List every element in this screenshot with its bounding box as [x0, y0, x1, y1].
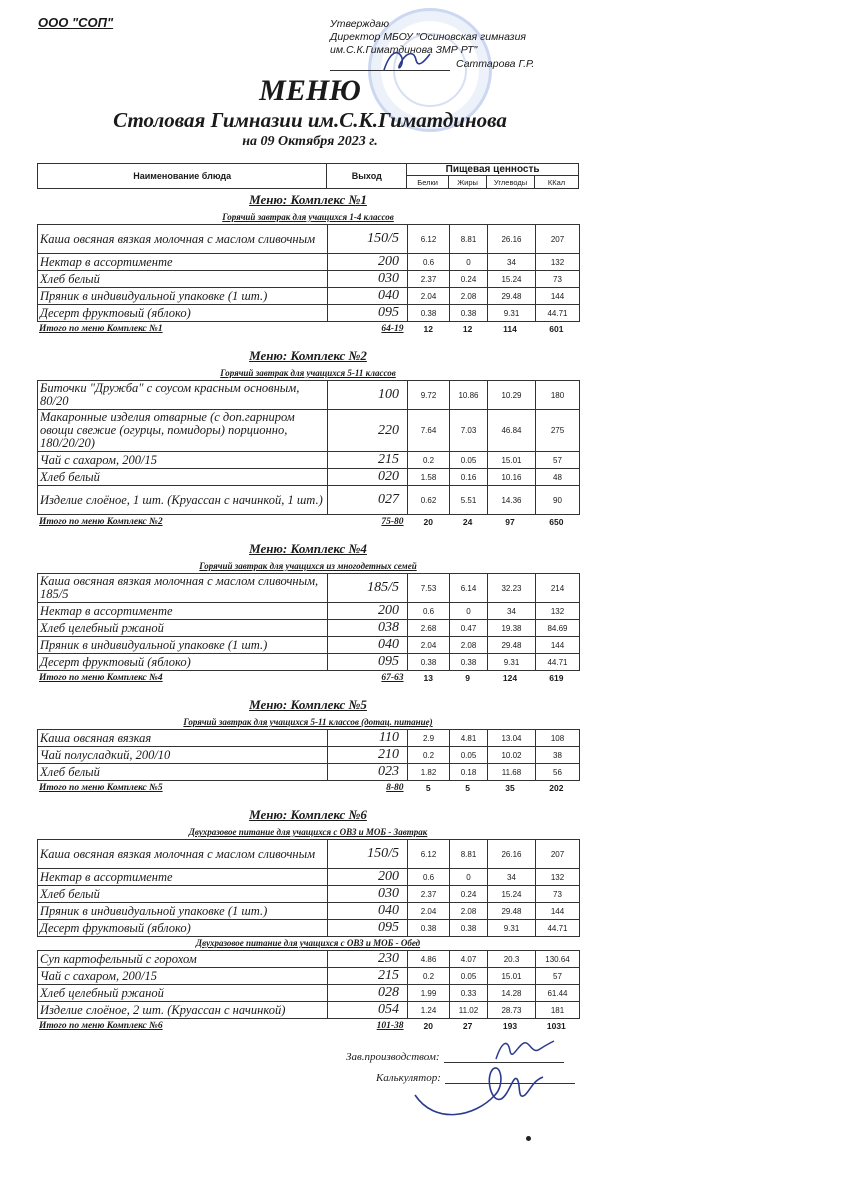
dish-table [37, 224, 580, 322]
dish-proteins: 4.86 [408, 951, 450, 968]
dish-carbs: 15.01 [488, 452, 536, 469]
dish-output: 040 [328, 903, 408, 920]
total-kcal: 202 [549, 782, 564, 793]
dish-output: 220 [328, 410, 408, 452]
dish-fats: 0 [450, 603, 488, 620]
dish-fats: 0.38 [450, 920, 488, 937]
dish-fats: 2.08 [450, 903, 488, 920]
dish-name: Хлеб белый [38, 764, 328, 781]
approval-line-3: им.С.К.Гиматдинова ЗМР РТ" [330, 44, 478, 56]
dish-kcal: 44.71 [536, 305, 580, 322]
dish-output: 110 [328, 730, 408, 747]
dish-row [38, 486, 580, 515]
dish-fats: 0.47 [450, 620, 488, 637]
calculator-signature [405, 1055, 555, 1125]
dish-name: Пряник в индивидуальной упаковке (1 шт.) [38, 903, 328, 920]
dish-output: 038 [328, 620, 408, 637]
dish-carbs: 34 [488, 869, 536, 886]
dish-carbs: 15.01 [488, 968, 536, 985]
header-fats: Жиры [449, 176, 487, 189]
total-output: 64-19 [381, 323, 404, 334]
section-total-row [37, 781, 579, 794]
dish-name: Чай с сахаром, 200/15 [38, 968, 328, 985]
total-label: Итого по меню Комплекс №4 [39, 672, 163, 683]
dish-fats: 8.81 [450, 225, 488, 254]
dish-proteins: 1.82 [408, 764, 450, 781]
menu-section [37, 804, 579, 1032]
dish-carbs: 29.48 [488, 903, 536, 920]
dish-output: 095 [328, 305, 408, 322]
header-carbs: Углеводы [487, 176, 535, 189]
total-fats: 5 [465, 782, 471, 793]
dish-row [38, 764, 580, 781]
subsection-title: Горячий завтрак для учащихся из многодетных семей [199, 561, 417, 571]
subsection-title: Горячий завтрак для учащихся 1-4 классов [222, 212, 394, 222]
total-fats: 12 [462, 323, 473, 334]
dish-name: Изделие слоёное, 1 шт. (Круассан с начинкой, 1 шт.) [38, 486, 328, 515]
dish-kcal: 38 [536, 747, 580, 764]
section-title: Меню: Комплекс №5 [249, 697, 367, 712]
dish-name: Суп картофельный с горохом [38, 951, 328, 968]
total-output: 75-80 [381, 516, 404, 527]
dish-proteins: 2.9 [408, 730, 450, 747]
dish-name: Хлеб белый [38, 469, 328, 486]
dish-kcal: 84.69 [536, 620, 580, 637]
menu-body [37, 188, 579, 1042]
dish-fats: 4.07 [450, 951, 488, 968]
total-fats: 27 [462, 1020, 473, 1031]
total-kcal: 601 [549, 323, 564, 334]
dish-carbs: 9.31 [488, 654, 536, 671]
subsection-title: Горячий завтрак для учащихся 5-11 классов (дотац. питание) [183, 717, 433, 727]
dish-kcal: 61.44 [536, 985, 580, 1002]
dish-name: Каша овсяная вязкая молочная с маслом сливочным [38, 840, 328, 869]
dish-kcal: 132 [536, 254, 580, 271]
dish-name: Хлеб целебный ржаной [38, 985, 328, 1002]
dish-output: 095 [328, 654, 408, 671]
dish-carbs: 13.04 [488, 730, 536, 747]
dish-row [38, 730, 580, 747]
total-proteins: 20 [423, 1020, 433, 1031]
dish-name: Каша овсяная вязкая молочная с маслом сливочным [38, 225, 328, 254]
dish-table [37, 950, 580, 1019]
dish-kcal: 207 [536, 225, 580, 254]
dish-output: 027 [328, 486, 408, 515]
total-label: Итого по меню Комплекс №6 [39, 1020, 163, 1031]
dish-row [38, 410, 580, 452]
dish-fats: 0.24 [450, 271, 488, 288]
section-title: Меню: Комплекс №6 [249, 807, 367, 822]
dish-carbs: 9.31 [488, 305, 536, 322]
dish-name: Десерт фруктовый (яблоко) [38, 305, 328, 322]
subsection-title: Горячий завтрак для учащихся 5-11 классов [220, 368, 396, 378]
dish-fats: 0.05 [450, 747, 488, 764]
dish-kcal: 90 [536, 486, 580, 515]
dish-row [38, 452, 580, 469]
dish-carbs: 28.73 [488, 1002, 536, 1019]
header-nutrition: Пищевая ценность [407, 164, 579, 176]
dish-fats: 0.05 [450, 452, 488, 469]
dish-carbs: 15.24 [488, 886, 536, 903]
total-output: 8-80 [386, 782, 404, 793]
dish-kcal: 207 [536, 840, 580, 869]
dish-fats: 6.14 [450, 574, 488, 603]
total-carbs: 114 [503, 323, 517, 334]
dish-name: Пряник в индивидуальной упаковке (1 шт.) [38, 288, 328, 305]
page-subtitle: Столовая Гимназии им.С.К.Гиматдинова [113, 108, 507, 132]
dish-carbs: 14.36 [488, 486, 536, 515]
dish-fats: 0.38 [450, 305, 488, 322]
dish-proteins: 0.2 [408, 452, 450, 469]
section-title: Меню: Комплекс №1 [249, 192, 367, 207]
dish-kcal: 180 [536, 381, 580, 410]
dish-fats: 10.86 [450, 381, 488, 410]
dish-name: Десерт фруктовый (яблоко) [38, 654, 328, 671]
dish-proteins: 2.04 [408, 288, 450, 305]
total-fats: 24 [462, 516, 473, 527]
dish-output: 023 [328, 764, 408, 781]
dish-proteins: 7.64 [408, 410, 450, 452]
dish-proteins: 0.6 [408, 869, 450, 886]
subsection-title: Двухразовое питание для учащихся с ОВЗ и МОБ - Завтрак [188, 827, 428, 837]
total-carbs: 97 [505, 516, 515, 527]
dish-proteins: 1.24 [408, 1002, 450, 1019]
dish-row [38, 920, 580, 937]
dish-output: 020 [328, 469, 408, 486]
dish-carbs: 32.23 [488, 574, 536, 603]
dish-row [38, 305, 580, 322]
director-signature [380, 42, 440, 76]
dish-proteins: 6.12 [408, 840, 450, 869]
dish-carbs: 14.28 [488, 985, 536, 1002]
dish-row [38, 654, 580, 671]
dish-proteins: 0.38 [408, 654, 450, 671]
dish-proteins: 0.38 [408, 305, 450, 322]
dish-proteins: 7.53 [408, 574, 450, 603]
dish-proteins: 0.62 [408, 486, 450, 515]
dish-row [38, 903, 580, 920]
total-proteins: 13 [423, 672, 433, 683]
dish-carbs: 26.16 [488, 225, 536, 254]
dish-kcal: 181 [536, 1002, 580, 1019]
dish-row [38, 288, 580, 305]
dish-carbs: 9.31 [488, 920, 536, 937]
total-kcal: 619 [549, 672, 564, 683]
dish-row [38, 271, 580, 288]
dish-output: 215 [328, 968, 408, 985]
dish-output: 095 [328, 920, 408, 937]
page-title: МЕНЮ [259, 74, 361, 107]
dish-carbs: 34 [488, 603, 536, 620]
dish-kcal: 56 [536, 764, 580, 781]
dish-kcal: 144 [536, 288, 580, 305]
dish-carbs: 15.24 [488, 271, 536, 288]
total-label: Итого по меню Комплекс №5 [39, 782, 163, 793]
dish-fats: 0.38 [450, 654, 488, 671]
dish-name: Изделие слоёное, 2 шт. (Круассан с начинкой) [38, 1002, 328, 1019]
dish-row [38, 381, 580, 410]
dish-carbs: 20.3 [488, 951, 536, 968]
dish-name: Чай полусладкий, 200/10 [38, 747, 328, 764]
dish-name: Чай с сахаром, 200/15 [38, 452, 328, 469]
total-proteins: 12 [423, 323, 433, 334]
dish-name: Пряник в индивидуальной упаковке (1 шт.) [38, 637, 328, 654]
total-carbs: 35 [505, 782, 515, 793]
dish-output: 200 [328, 254, 408, 271]
calculator-label: Калькулятор: [376, 1072, 441, 1084]
header-kcal: ККал [535, 176, 579, 189]
total-proteins: 20 [423, 516, 433, 527]
dish-proteins: 0.6 [408, 254, 450, 271]
dish-name: Биточки "Дружба" с соусом красным основным, 80/20 [38, 381, 328, 410]
dish-kcal: 130.64 [536, 951, 580, 968]
dish-name: Десерт фруктовый (яблоко) [38, 920, 328, 937]
ink-dot [526, 1136, 531, 1141]
dish-row [38, 968, 580, 985]
dish-carbs: 34 [488, 254, 536, 271]
dish-fats: 0.33 [450, 985, 488, 1002]
dish-fats: 0.05 [450, 968, 488, 985]
dish-output: 150/5 [328, 840, 408, 869]
section-total-row [37, 1019, 579, 1032]
dish-fats: 8.81 [450, 840, 488, 869]
menu-section [37, 694, 579, 794]
dish-name: Хлеб целебный ржаной [38, 620, 328, 637]
dish-kcal: 214 [536, 574, 580, 603]
dish-proteins: 2.04 [408, 903, 450, 920]
dish-output: 200 [328, 603, 408, 620]
total-carbs: 124 [502, 672, 518, 683]
dish-kcal: 132 [536, 869, 580, 886]
dish-name: Нектар в ассортименте [38, 603, 328, 620]
dish-fats: 0 [450, 869, 488, 886]
total-label: Итого по меню Комплекс №2 [39, 516, 163, 527]
deputy-label: Зав.производством: [346, 1051, 440, 1063]
menu-section [37, 189, 579, 335]
total-kcal: 1031 [546, 1020, 566, 1031]
dish-name: Хлеб белый [38, 886, 328, 903]
dish-carbs: 19.38 [488, 620, 536, 637]
dish-kcal: 57 [536, 452, 580, 469]
dish-row [38, 869, 580, 886]
dish-row [38, 985, 580, 1002]
dish-carbs: 11.68 [488, 764, 536, 781]
menu-section [37, 345, 579, 528]
dish-row [38, 603, 580, 620]
header-proteins: Белки [407, 176, 449, 189]
dish-fats: 4.81 [450, 730, 488, 747]
dish-proteins: 0.38 [408, 920, 450, 937]
dish-kcal: 132 [536, 603, 580, 620]
dish-proteins: 2.37 [408, 271, 450, 288]
dish-proteins: 2.04 [408, 637, 450, 654]
dish-output: 040 [328, 288, 408, 305]
dish-output: 040 [328, 637, 408, 654]
total-carbs: 193 [502, 1020, 518, 1031]
dish-row [38, 747, 580, 764]
dish-name: Каша овсяная вязкая молочная с маслом сливочным, 185/5 [38, 574, 328, 603]
header-dish-name: Наименование блюда [38, 164, 327, 189]
dish-proteins: 0.2 [408, 747, 450, 764]
dish-kcal: 275 [536, 410, 580, 452]
dish-fats: 0.24 [450, 886, 488, 903]
dish-fats: 7.03 [450, 410, 488, 452]
dish-name: Макаронные изделия отварные (с доп.гарниром овощи свежие (огурцы, помидоры) порционно, 180/20/20) [38, 410, 328, 452]
dish-name: Нектар в ассортименте [38, 869, 328, 886]
dish-carbs: 10.29 [488, 381, 536, 410]
dish-kcal: 44.71 [536, 654, 580, 671]
section-title: Меню: Комплекс №2 [249, 348, 367, 363]
dish-carbs: 10.16 [488, 469, 536, 486]
dish-row [38, 469, 580, 486]
dish-carbs: 26.16 [488, 840, 536, 869]
dish-proteins: 0.6 [408, 603, 450, 620]
dish-output: 230 [328, 951, 408, 968]
dish-kcal: 73 [536, 271, 580, 288]
dish-kcal: 144 [536, 903, 580, 920]
menu-section [37, 538, 579, 684]
organization-name: ООО "СОП" [38, 15, 114, 30]
dish-output: 185/5 [328, 574, 408, 603]
dish-table [37, 839, 580, 937]
dish-output: 028 [328, 985, 408, 1002]
dish-carbs: 29.48 [488, 637, 536, 654]
menu-date: на 09 Октября 2023 г. [242, 134, 378, 149]
total-fats: 9 [465, 672, 471, 683]
section-title: Меню: Комплекс №4 [249, 541, 367, 556]
dish-name: Нектар в ассортименте [38, 254, 328, 271]
dish-kcal: 57 [536, 968, 580, 985]
dish-row [38, 637, 580, 654]
dish-fats: 11.02 [450, 1002, 488, 1019]
dish-name: Хлеб белый [38, 271, 328, 288]
dish-proteins: 9.72 [408, 381, 450, 410]
dish-fats: 2.08 [450, 637, 488, 654]
dish-fats: 0.18 [450, 764, 488, 781]
dish-row [38, 254, 580, 271]
subsection-title: Двухразовое питание для учащихся с ОВЗ и МОБ - Обед [195, 938, 421, 948]
dish-fats: 5.51 [450, 486, 488, 515]
dish-carbs: 46.84 [488, 410, 536, 452]
dish-output: 054 [328, 1002, 408, 1019]
dish-name: Каша овсяная вязкая [38, 730, 328, 747]
header-output: Выход [327, 164, 407, 189]
dish-fats: 0 [450, 254, 488, 271]
dish-fats: 0.16 [450, 469, 488, 486]
dish-proteins: 2.68 [408, 620, 450, 637]
dish-table [37, 729, 580, 781]
dish-kcal: 144 [536, 637, 580, 654]
dish-output: 200 [328, 869, 408, 886]
total-output: 101-38 [376, 1020, 404, 1031]
section-total-row [37, 322, 579, 335]
dish-carbs: 29.48 [488, 288, 536, 305]
dish-kcal: 44.71 [536, 920, 580, 937]
dish-carbs: 10.02 [488, 747, 536, 764]
dish-kcal: 108 [536, 730, 580, 747]
dish-proteins: 1.58 [408, 469, 450, 486]
dish-output: 210 [328, 747, 408, 764]
dish-output: 030 [328, 271, 408, 288]
dish-output: 100 [328, 381, 408, 410]
dish-table [37, 573, 580, 671]
total-label: Итого по меню Комплекс №1 [39, 323, 163, 334]
director-name: Саттарова Г.Р. [456, 58, 535, 70]
dish-output: 030 [328, 886, 408, 903]
dish-row [38, 840, 580, 869]
approval-line-2: Директор МБОУ "Осиновская гимназия [330, 31, 527, 43]
dish-table [37, 380, 580, 515]
total-kcal: 650 [549, 516, 564, 527]
dish-row [38, 951, 580, 968]
total-proteins: 5 [425, 782, 431, 793]
dish-fats: 2.08 [450, 288, 488, 305]
dish-row [38, 225, 580, 254]
section-total-row [37, 671, 579, 684]
dish-proteins: 0.2 [408, 968, 450, 985]
approval-line-1: Утверждаю [330, 18, 390, 30]
dish-kcal: 48 [536, 469, 580, 486]
dish-proteins: 2.37 [408, 886, 450, 903]
dish-row [38, 574, 580, 603]
dish-row [38, 620, 580, 637]
total-output: 67-63 [381, 672, 404, 683]
dish-output: 150/5 [328, 225, 408, 254]
dish-row [38, 1002, 580, 1019]
dish-kcal: 73 [536, 886, 580, 903]
dish-proteins: 6.12 [408, 225, 450, 254]
table-header [37, 163, 579, 189]
section-total-row [37, 515, 579, 528]
dish-proteins: 1.99 [408, 985, 450, 1002]
dish-output: 215 [328, 452, 408, 469]
dish-row [38, 886, 580, 903]
